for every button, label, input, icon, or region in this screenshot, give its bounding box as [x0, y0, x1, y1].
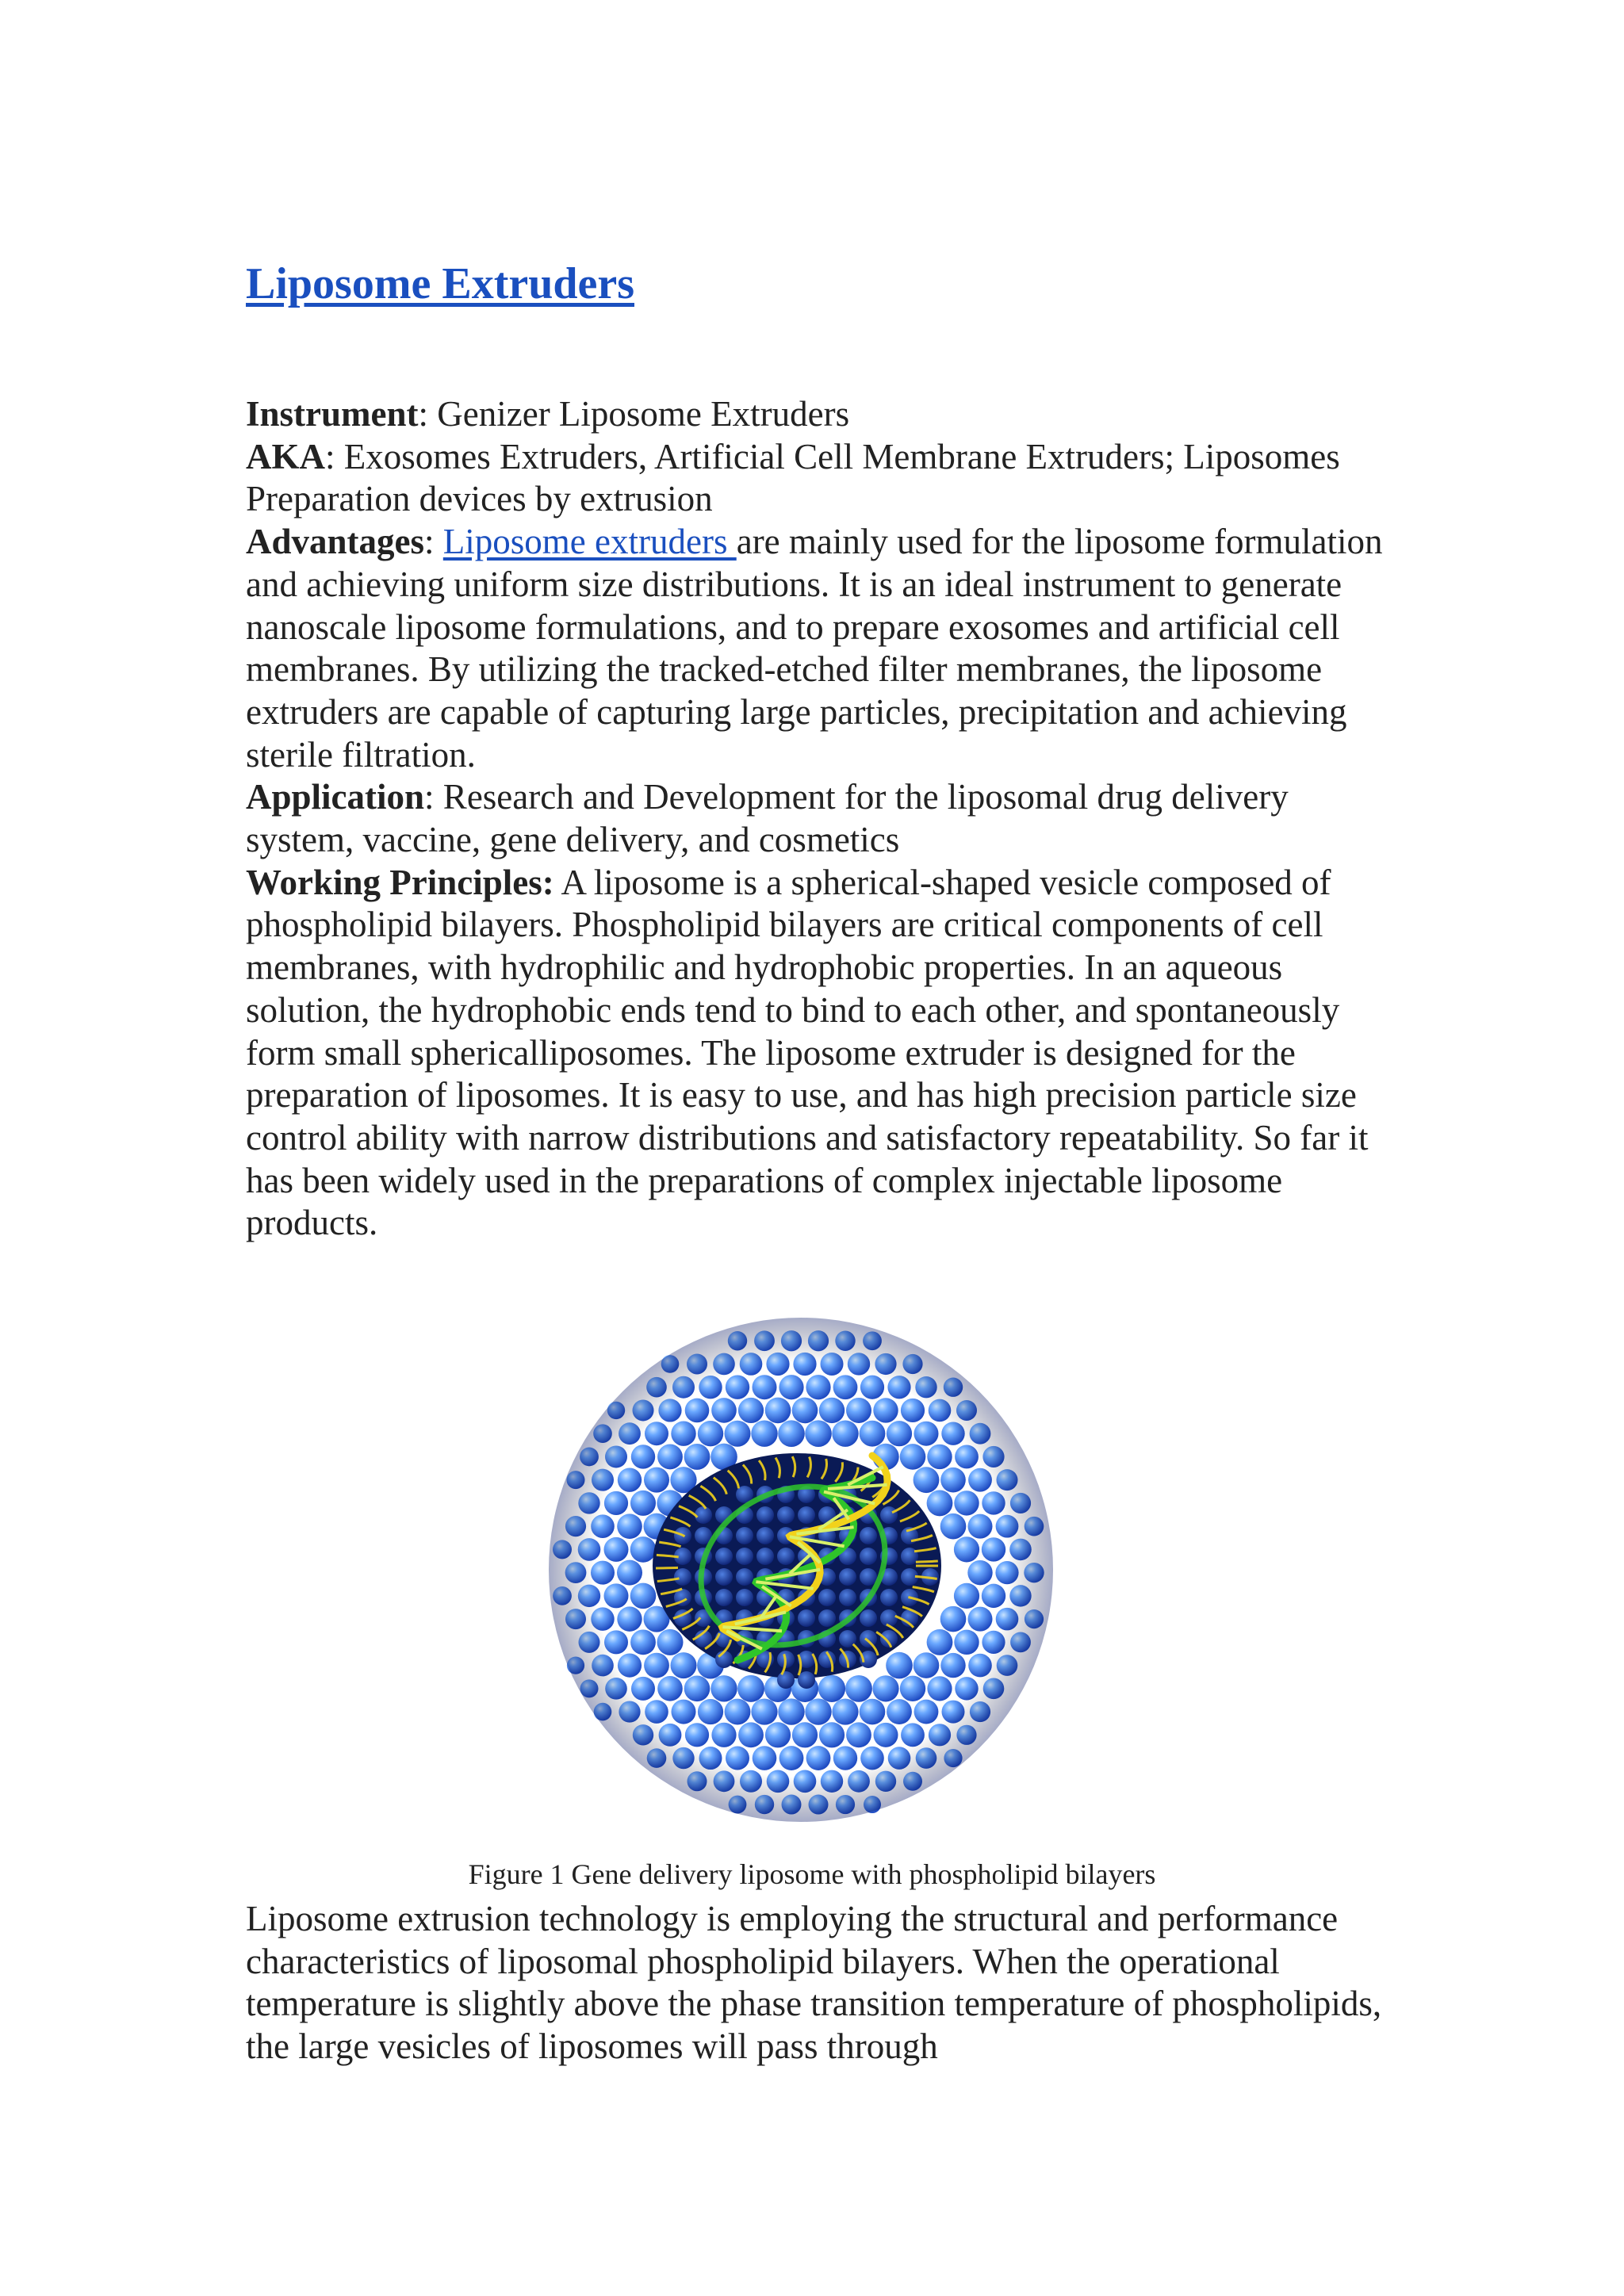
liposome-figure [531, 1300, 1071, 1839]
application-value: : Research and Development for the liposomal drug delivery system, vaccine, gene delivery, and cosmetics [246, 777, 1289, 860]
advantages-value: are mainly used for the liposome formulation and achieving uniform size distributions. It is an ideal instrument to generate nanoscale liposome formulations, and to prepare exosomes and artificial cell membranes. By utilizing the tracked-etched filter membranes, the liposome extruders are capable of capturing large particles, precipitation and achieving sterile filtration. [246, 522, 1383, 775]
liposome-extruders-link[interactable]: Liposome extruders [442, 522, 737, 562]
working-principles-value: A liposome is a spherical-shaped vesicle composed of phospholipid bilayers. Phospholipid bilayers are critical components of cell membranes, with hydrophilic and hydrophobic properties. In an aqueous solution, the hydrophobic ends tend to bind to each other, and spontaneously form small sphericalliposomes. The liposome extruder is designed for the preparation of liposomes. It is easy to use, and has high precision particle size control ability with narrow distributions and satisfactory repeatability. So far it has been widely used in the preparations of complex injectable liposome products. [246, 862, 1369, 1243]
sphere-shading [549, 1318, 1053, 1822]
advantages-label: Advantages [246, 522, 425, 562]
aka-line [246, 436, 1396, 521]
application-label: Application [246, 777, 425, 817]
closing-paragraph: Liposome extrusion technology is employing the structural and performance characteristics of liposomal phospholipid bilayers. When the operational temperature is slightly above the phase transition temperature of phospholipids, the large vesicles of liposomes will pass through [246, 1899, 1382, 2067]
working-principles-label: Working Principles: [246, 862, 554, 902]
application-line [246, 776, 1396, 861]
spec-block [246, 393, 1396, 1245]
document-page [246, 252, 1396, 1245]
working-principles-line [246, 862, 1396, 1245]
figure-caption: Figure 1 Gene delivery liposome with phospholipid bilayers [468, 1858, 1156, 1890]
page-title-link[interactable]: Liposome Extruders [246, 259, 634, 308]
advantages-line [246, 521, 1396, 776]
advantages-separator: : [424, 522, 443, 562]
aka-label: AKA [246, 436, 325, 476]
liposome-illustration [531, 1300, 1071, 1839]
instrument-label: Instrument [246, 394, 419, 434]
instrument-value: : Genizer Liposome Extruders [418, 394, 850, 434]
aka-value: : Exosomes Extruders, Artificial Cell Membrane Extruders; Liposomes Preparation devices by extrusion [246, 436, 1340, 519]
instrument-line [246, 393, 1396, 436]
